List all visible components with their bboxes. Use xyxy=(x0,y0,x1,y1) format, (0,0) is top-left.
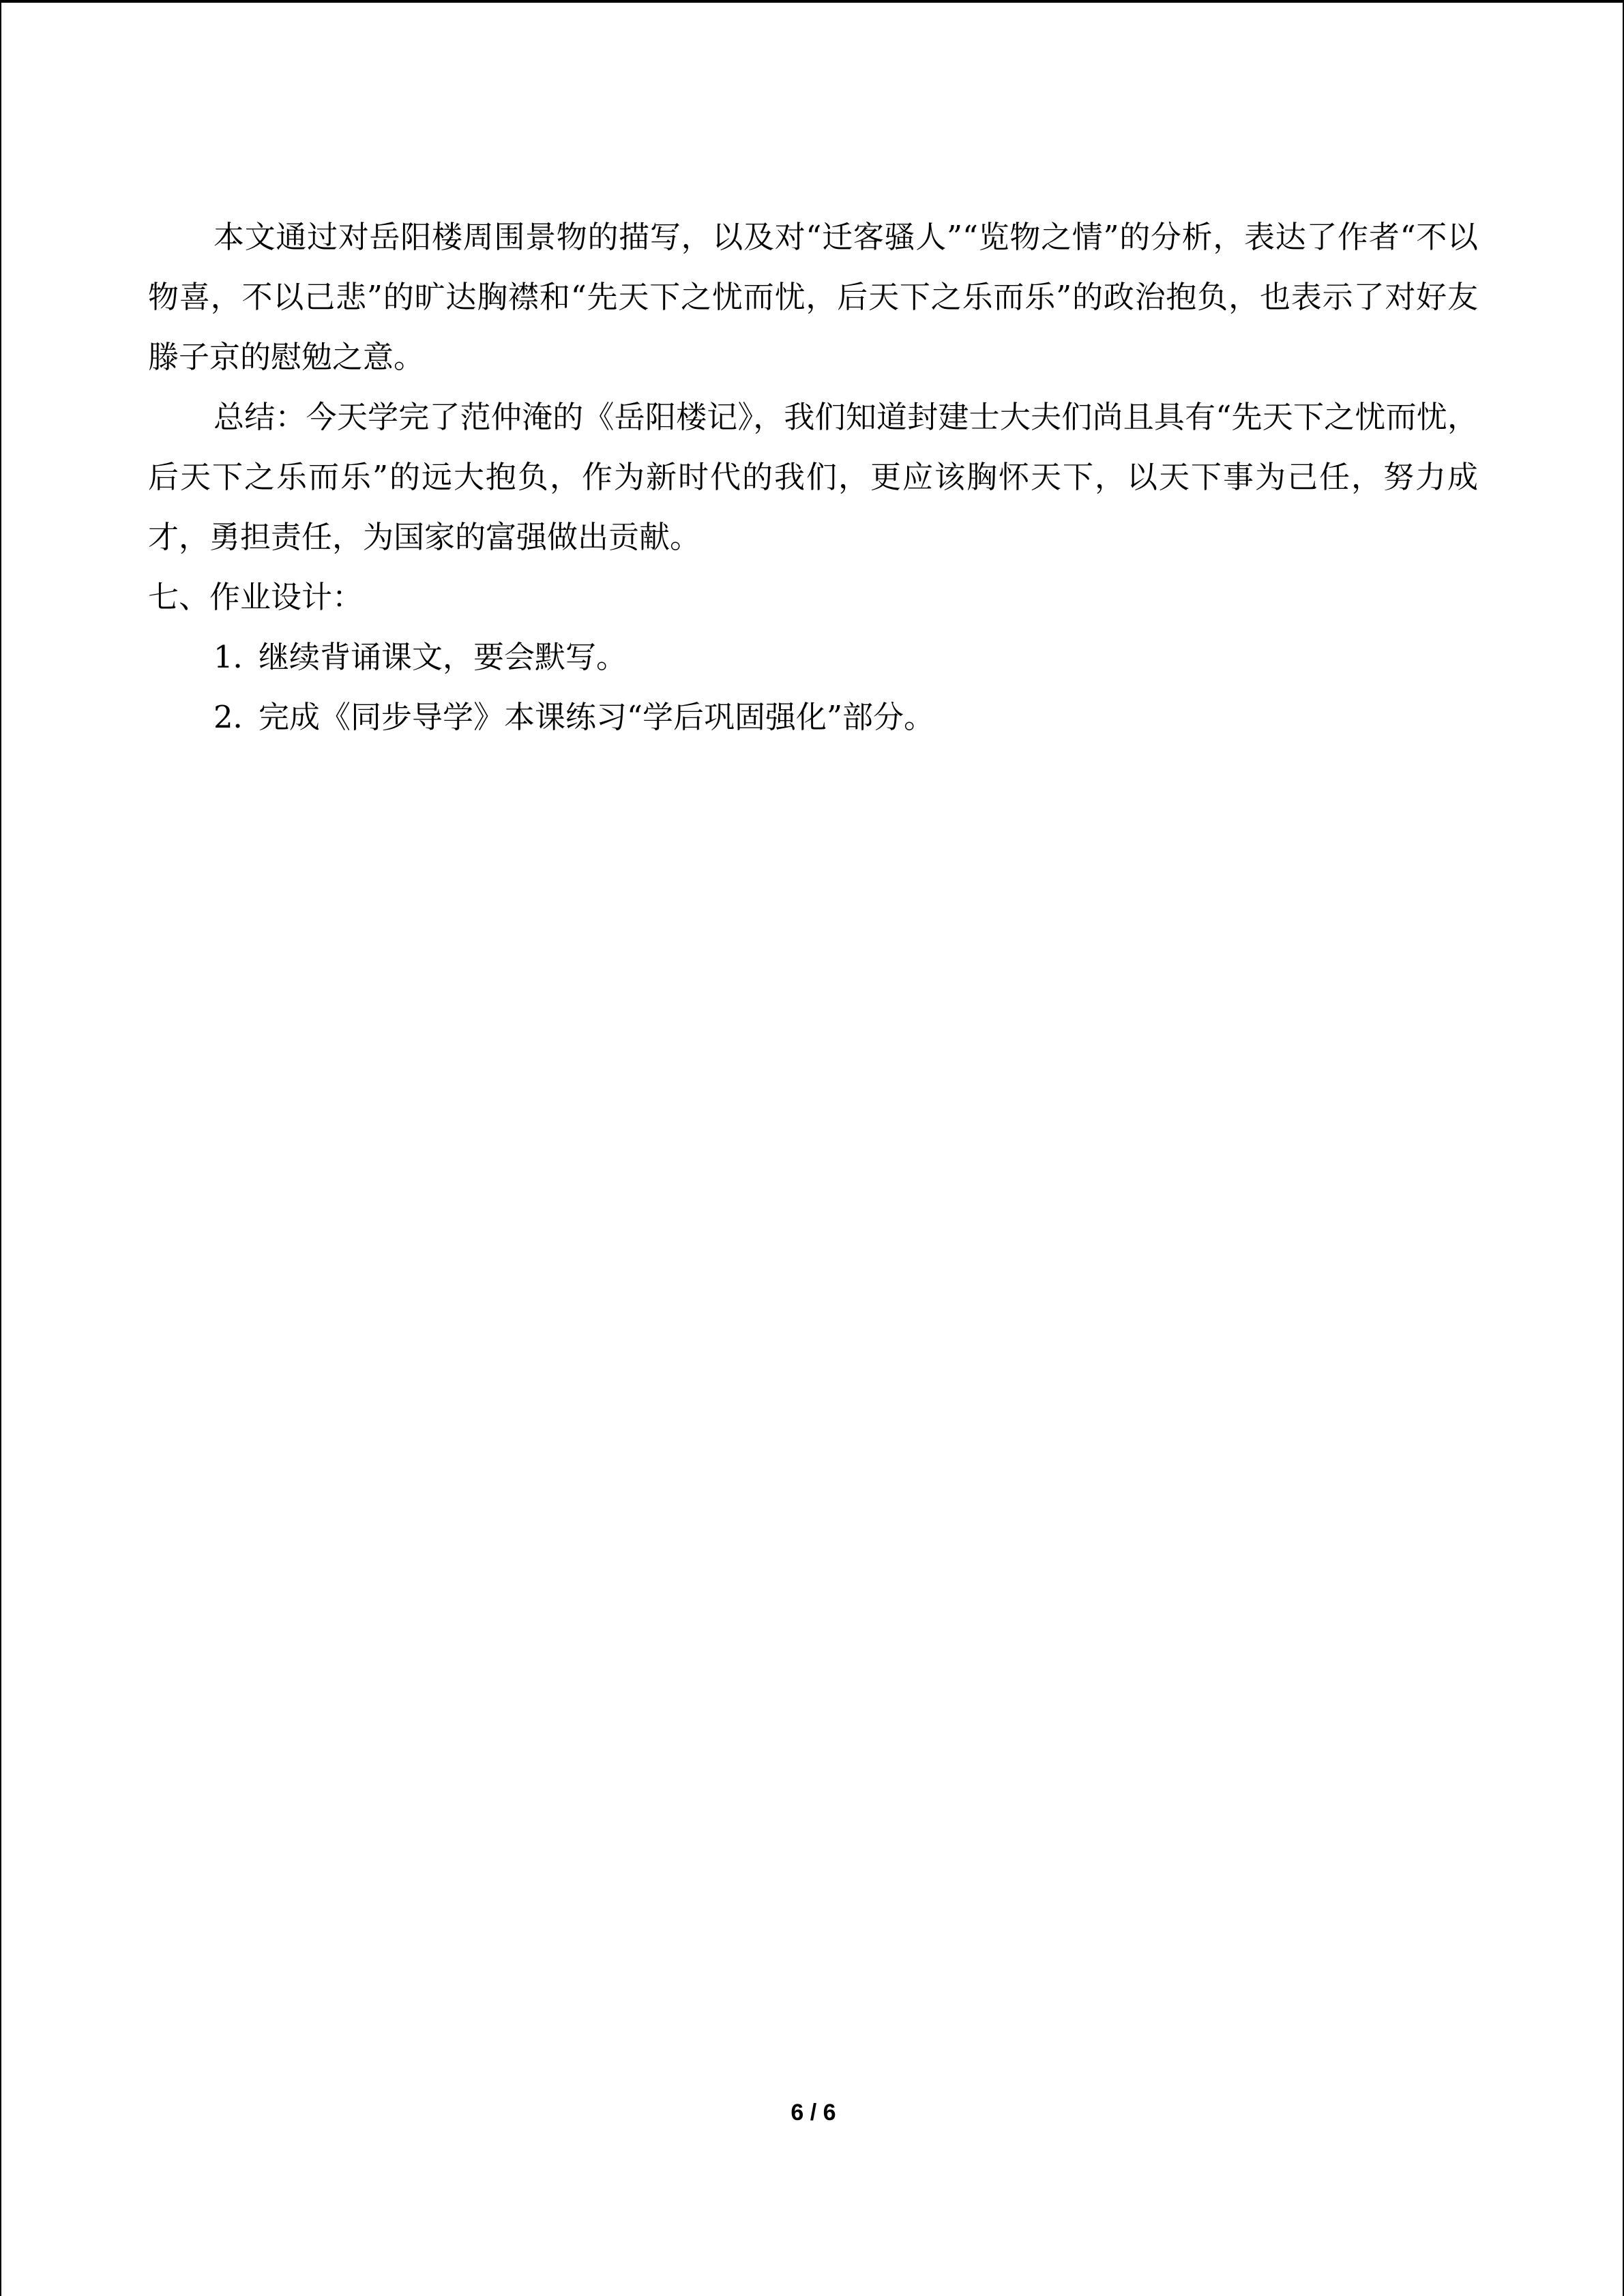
homework-item-text: 继续背诵课文，要会默写。 xyxy=(259,639,628,675)
homework-item xyxy=(148,627,1478,687)
document-body xyxy=(148,207,1478,747)
homework-item-text: 完成《同步导学》本课练习“学后巩固强化”部分。 xyxy=(259,699,935,735)
conclusion-paragraph: 总结：今天学完了范仲淹的《岳阳楼记》，我们知道封建士大夫们尚且具有“先天下之忧而忧，后天下之乐而乐”的远大抱负，作为新时代的我们，更应该胸怀天下，以天下事为己任，努力成才，勇担责任，为国家的富强做出贡献。 xyxy=(148,399,1478,555)
homework-item-number: 1． xyxy=(213,639,264,675)
section-heading-homework: 七、作业设计： xyxy=(148,579,364,615)
homework-item xyxy=(148,687,1478,747)
page-number: 6 / 6 xyxy=(791,2100,836,2126)
summary-paragraph: 本文通过对岳阳楼周围景物的描写，以及对“迁客骚人”“览物之情”的分析，表达了作者“不以物喜，不以己悲”的旷达胸襟和“先天下之忧而忧，后天下之乐而乐”的政治抱负，也表示了对好友滕子京的慰勉之意。 xyxy=(148,219,1478,375)
homework-item-number: 2． xyxy=(213,699,264,735)
